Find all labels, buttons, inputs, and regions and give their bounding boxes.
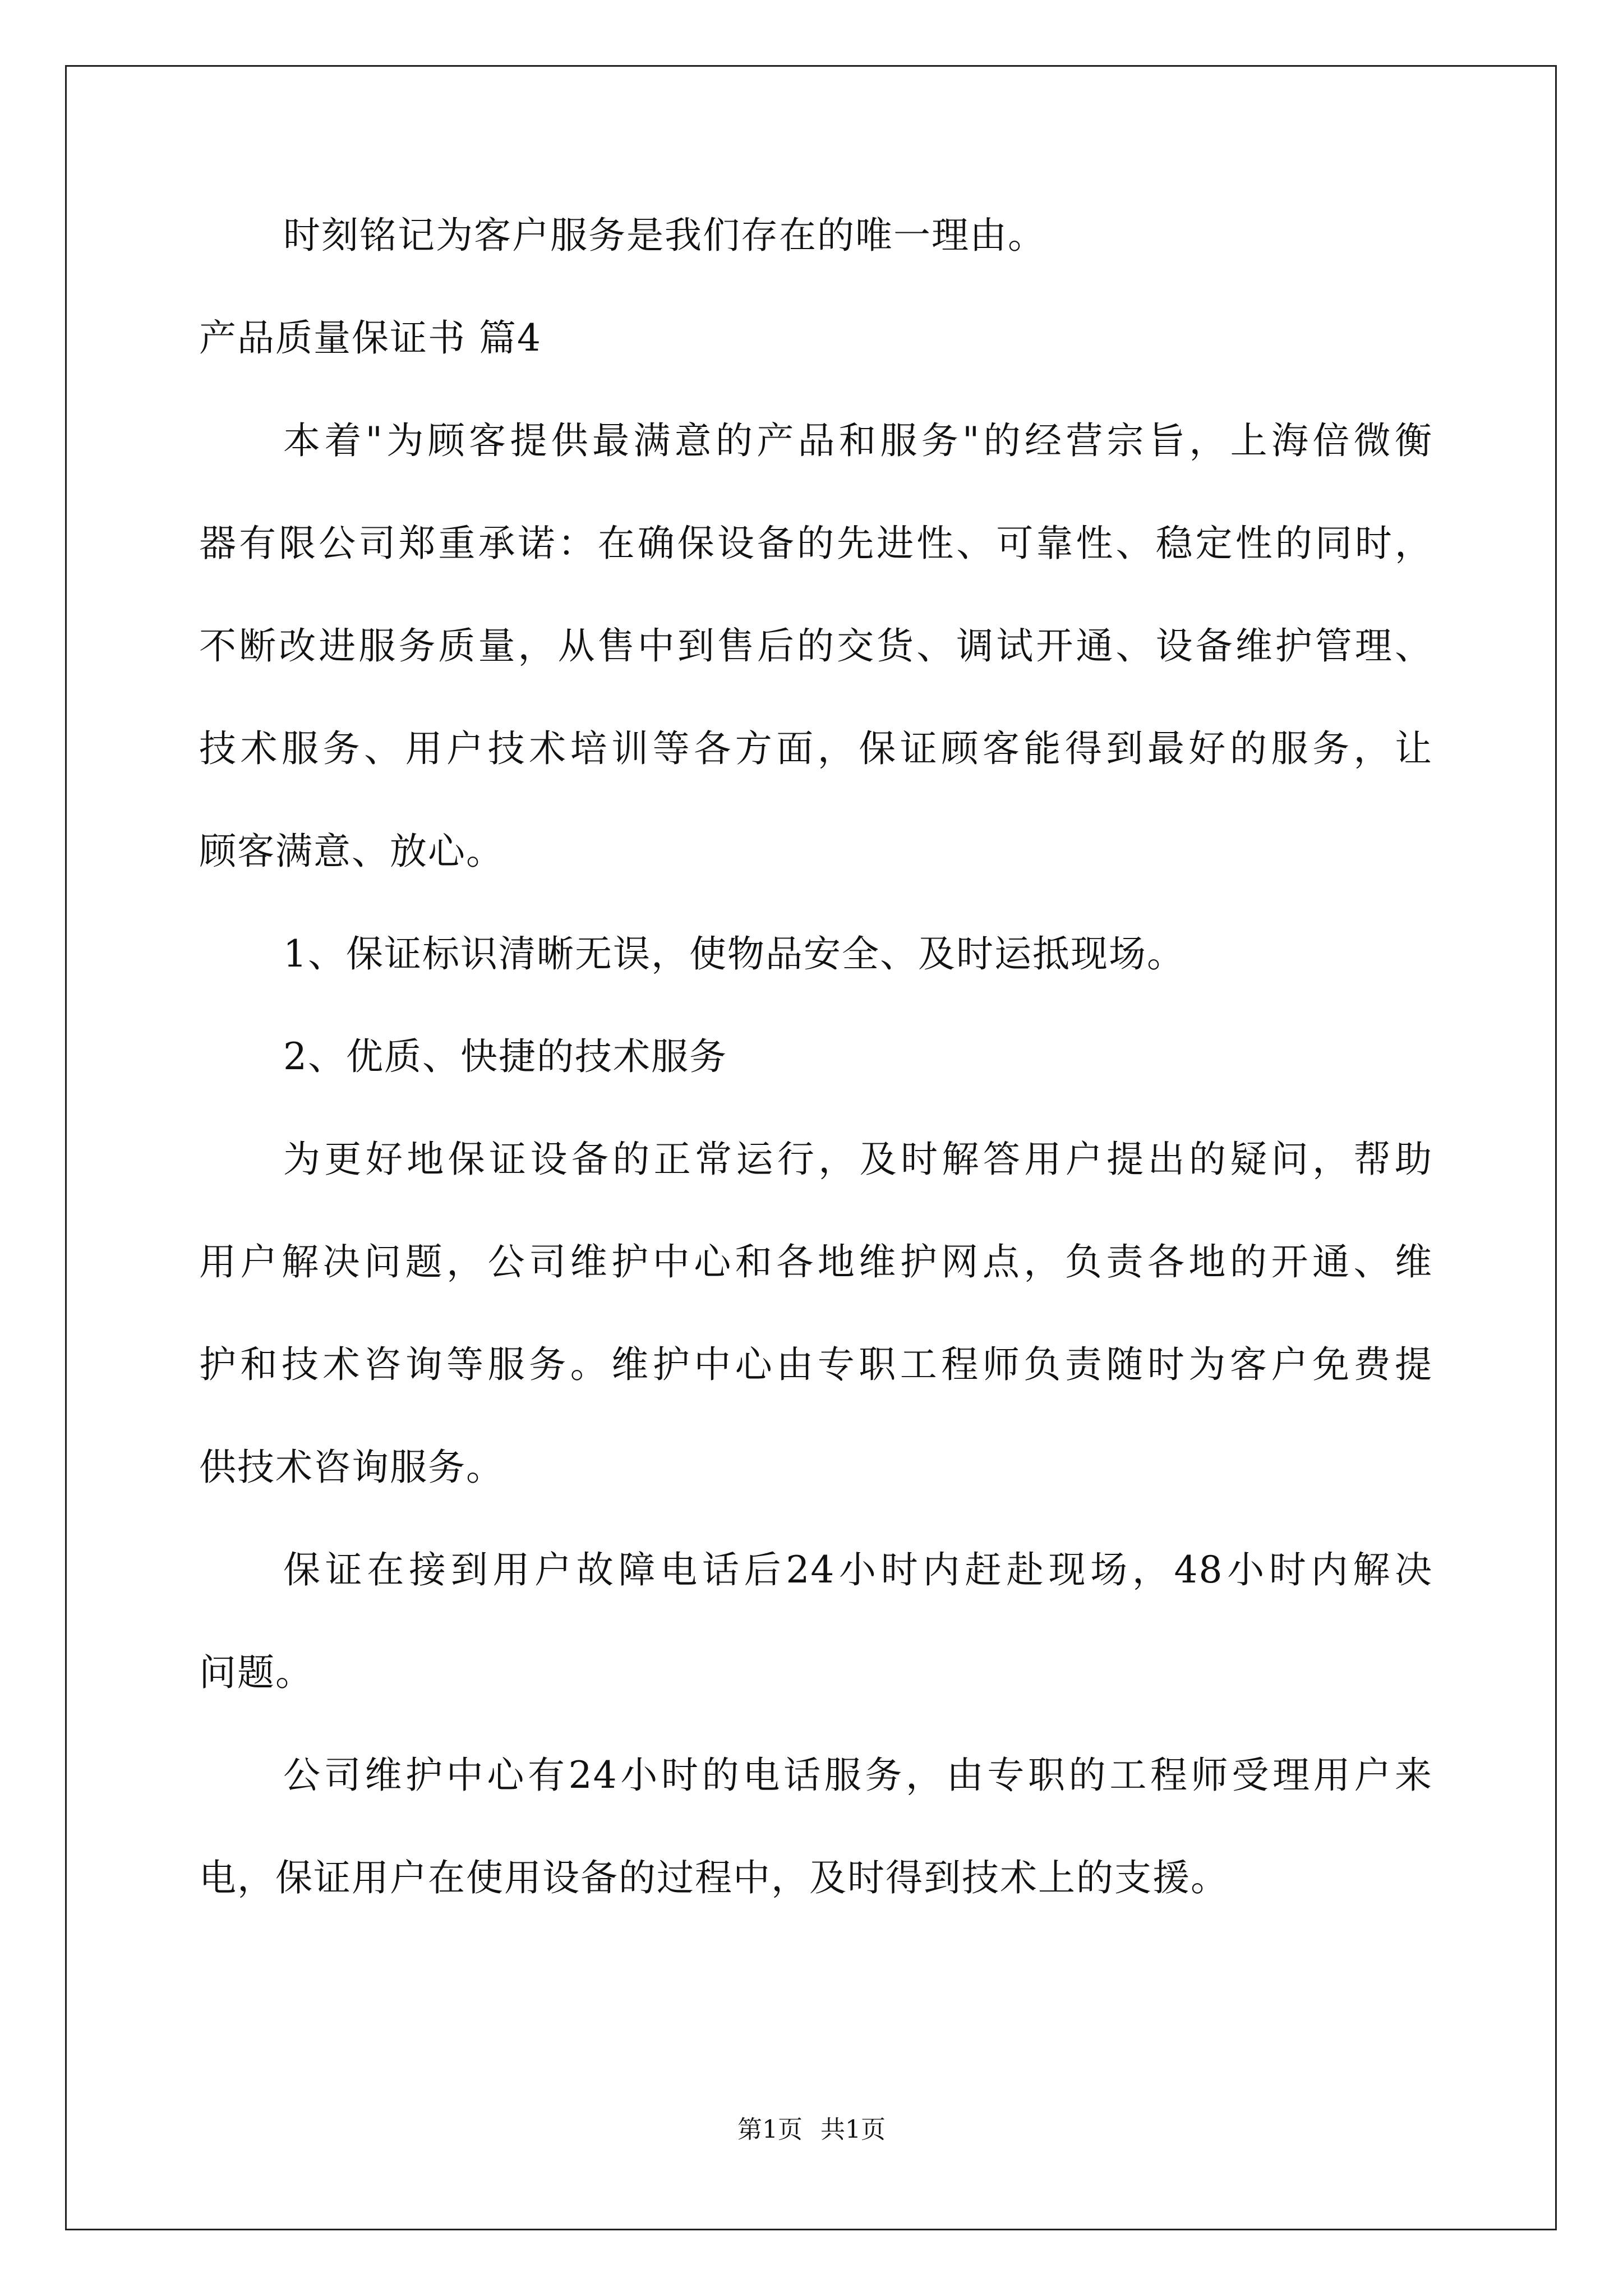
paragraph-line: 为更好地保证设备的正常运行，及时解答用户提出的疑问，帮助	[283, 1138, 1433, 1181]
paragraph-line: 用户解决问题，公司维护中心和各地维护网点，负责各地的开通、维	[199, 1240, 1433, 1283]
paragraph-line: 器有限公司郑重承诺：在确保设备的先进性、可靠性、稳定性的同时，	[199, 522, 1433, 565]
paragraph-line: 保证在接到用户故障电话后24小时内赶赴现场，48小时内解决	[283, 1548, 1433, 1591]
list-item: 1、保证标识清晰无误，使物品安全、及时运抵现场。	[283, 932, 1185, 976]
list-item: 2、优质、快捷的技术服务	[283, 1035, 727, 1078]
paragraph-line: 护和技术咨询等服务。维护中心由专职工程师负责随时为客户免费提	[199, 1343, 1433, 1386]
paragraph-line: 问题。	[199, 1651, 313, 1694]
section-heading: 产品质量保证书 篇4	[199, 316, 542, 360]
paragraph-line: 时刻铭记为客户服务是我们存在的唯一理由。	[283, 214, 1046, 257]
paragraph-line: 技术服务、用户技术培训等各方面，保证顾客能得到最好的服务，让	[199, 727, 1433, 770]
paragraph-line: 供技术咨询服务。	[199, 1446, 504, 1489]
page-number: 第1页 共1页	[737, 2115, 886, 2144]
paragraph-line: 公司维护中心有24小时的电话服务，由专职的工程师受理用户来	[283, 1754, 1433, 1797]
paragraph-line: 电，保证用户在使用设备的过程中，及时得到技术上的支援。	[199, 1856, 1229, 1899]
paragraph-line: 本着"为顾客提供最满意的产品和服务"的经营宗旨，上海倍微衡	[283, 419, 1433, 462]
paragraph-line: 不断改进服务质量，从售中到售后的交货、调试开通、设备维护管理、	[199, 624, 1433, 668]
paragraph-line: 顾客满意、放心。	[199, 830, 504, 873]
